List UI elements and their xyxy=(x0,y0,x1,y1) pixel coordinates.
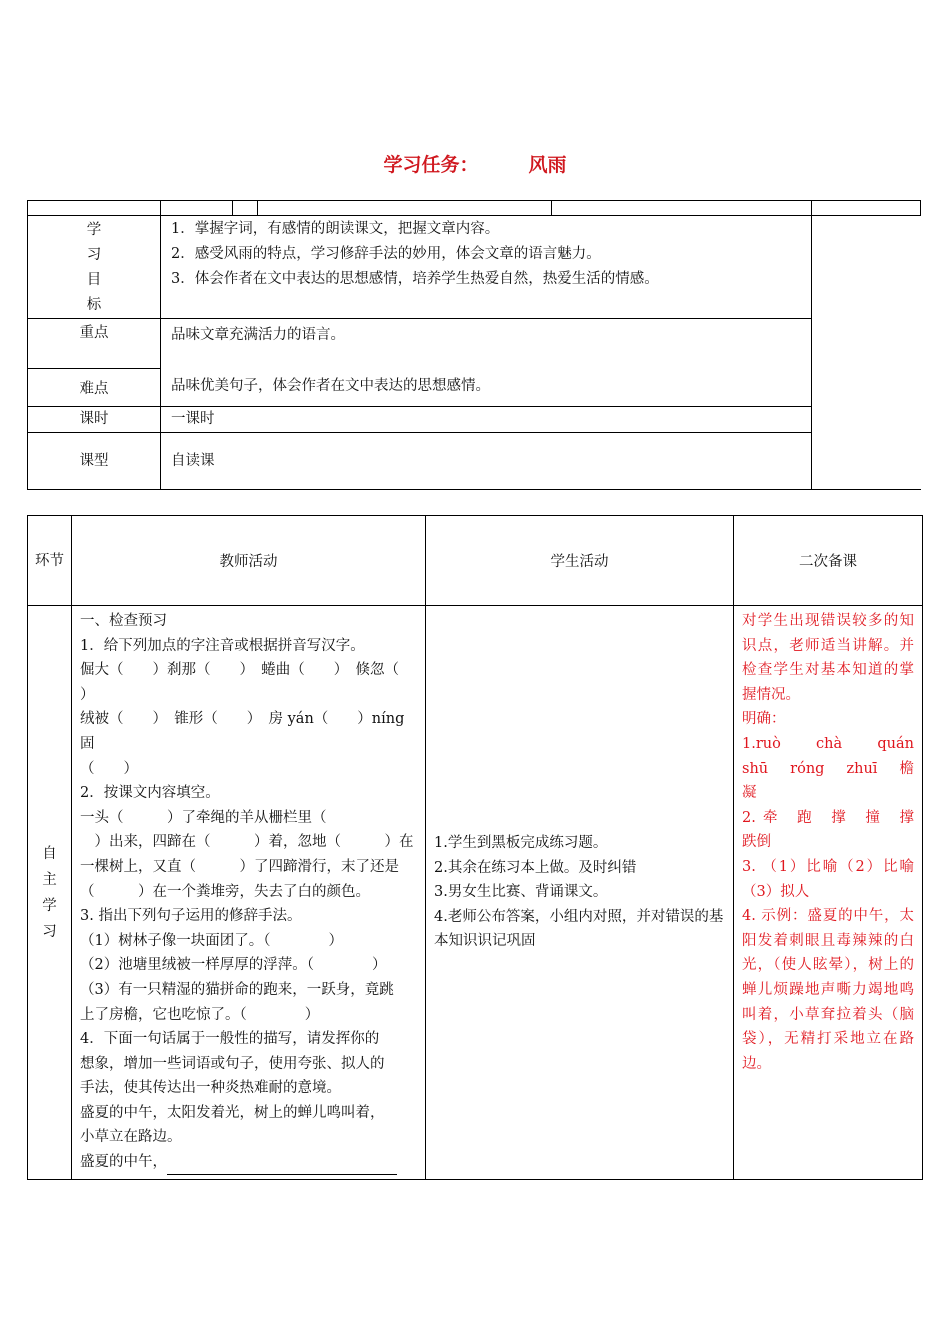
second-line: 2. 牵 跑 撑 撞 撑 跌倒 xyxy=(742,809,929,851)
teacher-line: 小草立在路边。 xyxy=(80,1129,182,1146)
teacher-line: （1）树林子像一块面团了。（ ） xyxy=(80,932,343,949)
teacher-line: 手法，使其传达出一种炎热难耐的意境。 xyxy=(80,1080,341,1097)
student-line: 2.其余在练习本上做。及时纠错 xyxy=(434,859,637,876)
header-stage: 环节 xyxy=(28,516,72,606)
goal-item: 3．体会作者在文中表达的思想感情，培养学生热爱自然，热爱生活的情感。 xyxy=(171,271,659,287)
second-line: 1.ruò chà quán shū róng zhuī 檐 凝 xyxy=(742,735,929,802)
teacher-line: ） xyxy=(80,686,95,703)
teacher-line: 2．按课文内容填空。 xyxy=(80,785,220,802)
title-prefix: 学习任务： xyxy=(383,154,479,176)
difficulty-text: 品味优美句子，体会作者在文中表达的思想感情。 xyxy=(171,378,490,394)
difficulty-label: 难点 xyxy=(28,369,161,407)
teacher-line: 3. 指出下列句子运用的修辞手法。 xyxy=(80,908,302,925)
info-side-blank xyxy=(812,216,921,490)
teacher-line: （2）池塘里绒被一样厚厚的浮萍。（ ） xyxy=(80,957,387,974)
hours-row xyxy=(28,407,921,433)
student-activity xyxy=(426,606,734,1180)
hours-value: 一课时 xyxy=(161,407,812,433)
second-line: 对学生出现错误较多的知识点，老师适当讲解。并检查学生对基本知道的掌握情况。 xyxy=(742,613,914,703)
second-line: 明确： xyxy=(742,711,786,728)
teacher-line: 一头（ ）了牵绳的羊从栅栏里（ xyxy=(80,809,327,826)
key-difficulty-content xyxy=(161,319,812,407)
hours-label: 课时 xyxy=(28,407,161,433)
goals-label: 学 习 目 标 xyxy=(28,216,161,319)
header-student: 学生活动 xyxy=(426,516,734,606)
stage-label: 自主学习 xyxy=(28,606,72,1180)
key-label: 重点 xyxy=(28,319,161,369)
type-label: 课型 xyxy=(28,433,161,490)
title-name: 风雨 xyxy=(528,154,567,176)
teacher-line: ）出来，四蹄在（ ）着，忽地（ ）在 xyxy=(80,834,414,851)
student-line: 1.学生到黑板完成练习题。 xyxy=(434,835,608,852)
goals-content xyxy=(161,216,812,319)
teacher-line: 倔大（ ）刹那（ ） 蜷曲（ ） 倏忽（ xyxy=(80,662,399,679)
teacher-line: 一棵树上，又直（ ）了四蹄滑行，末了还是 xyxy=(80,858,399,875)
key-row xyxy=(28,319,921,369)
header-second: 二次备课 xyxy=(734,516,923,606)
goals-row xyxy=(28,216,921,319)
page-title xyxy=(0,150,950,177)
info-table xyxy=(27,200,921,490)
teacher-line: 4．下面一句话属于一般性的描写，请发挥你的 xyxy=(80,1031,380,1048)
second-line: 3. （1）比喻（2）比喻（3）拟人 xyxy=(742,858,914,900)
student-line: 3.男女生比赛、背诵课文。 xyxy=(434,884,608,901)
teacher-answer-line: 盛夏的中午， xyxy=(80,1150,417,1175)
teacher-line: （ ） xyxy=(80,760,138,777)
second-line: 4. 示例：盛夏的中午，太阳发着刺眼且毒辣辣的白光，（使人眩晕），树上的蝉儿烦躁地声嘶力竭地鸣叫着，小草耷拉着头（脑袋），无精打采地立在路边。 xyxy=(742,908,914,1072)
teacher-activity xyxy=(72,606,426,1180)
teacher-line: 上了房檐，它也吃惊了。（ ） xyxy=(80,1006,320,1023)
teacher-line: 绒被（ ） 锥形（ ） 房 yán（ ）níng 固 xyxy=(80,711,405,752)
teacher-line: 一、检查预习 xyxy=(80,613,167,629)
teacher-line: （3）有一只精湿的猫拼命的跑来，一跃身，竟跳 xyxy=(80,981,394,998)
answer-blank xyxy=(167,1158,397,1175)
goal-item: 2．感受风雨的特点，学习修辞手法的妙用，体会文章的语言魅力。 xyxy=(171,246,601,262)
type-value: 自读课 xyxy=(161,433,812,490)
teacher-line: 1．给下列加点的字注音或根据拼音写汉字。 xyxy=(80,637,365,654)
activity-table xyxy=(27,515,929,1180)
info-top-strip xyxy=(28,201,921,216)
second-prep xyxy=(734,606,929,1180)
type-row xyxy=(28,433,921,490)
student-line: 4.老师公布答案，小组内对照，并对错误的基本知识识记巩固 xyxy=(434,908,724,950)
header-teacher: 教师活动 xyxy=(72,516,426,606)
key-text: 品味文章充满活力的语言。 xyxy=(171,327,345,343)
activity-header-row xyxy=(28,516,923,606)
activity-body-row xyxy=(28,606,923,1180)
teacher-line: （ ）在一个粪堆旁，失去了白的颜色。 xyxy=(80,883,370,900)
teacher-line: 盛夏的中午，太阳发着光，树上的蝉儿鸣叫着， xyxy=(80,1104,385,1121)
goal-item: 1．掌握字词，有感情的朗读课文，把握文章内容。 xyxy=(171,221,500,237)
teacher-line: 想象，增加一些词语或句子，使用夸张、拟人的 xyxy=(80,1055,385,1072)
